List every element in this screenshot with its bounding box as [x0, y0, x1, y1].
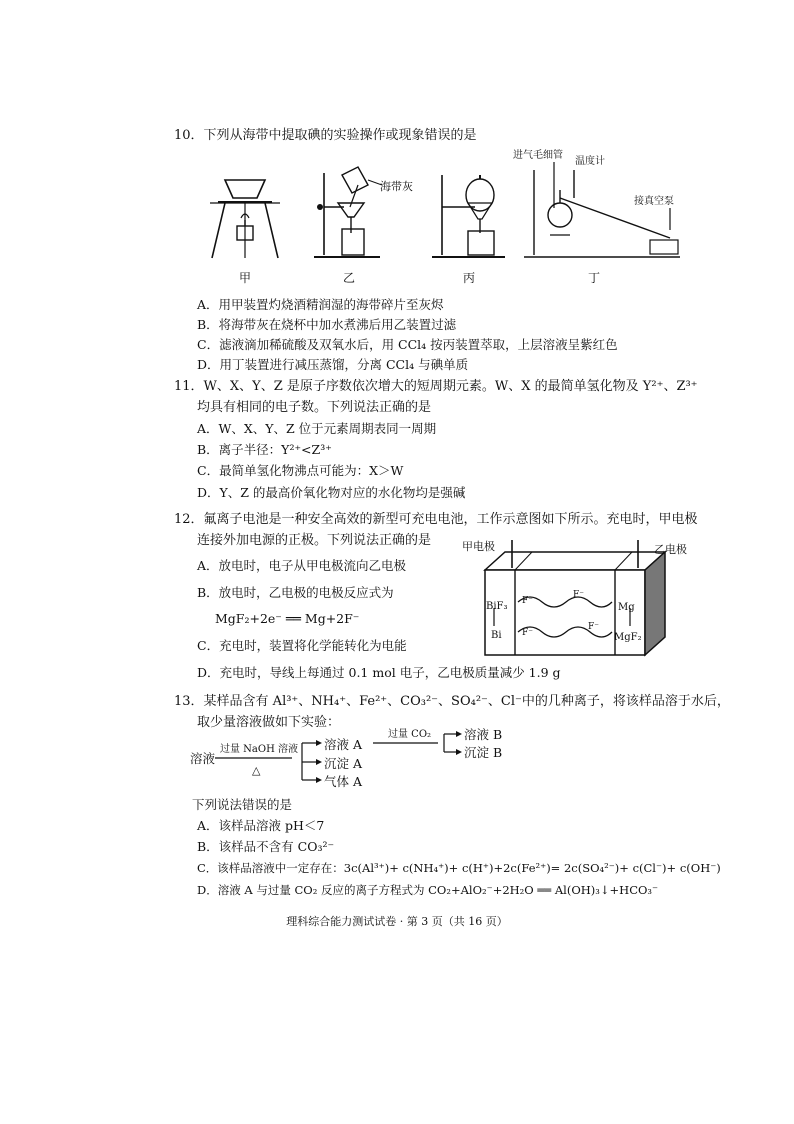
right-electrode-label: 乙电极 [654, 543, 687, 556]
q10-option-a: A．用甲装置灼烧酒精润湿的海带碎片至灰烬 [197, 297, 444, 312]
left-top-species: BiF₃ [486, 601, 508, 612]
q12-option-d: D．充电时，导线上每通过 0.1 mol 电子，乙电极质量减少 1.9 g [197, 665, 561, 680]
q12-option-b-equation: MgF₂+2e⁻ ══ Mg+2F⁻ [215, 611, 360, 626]
apparatus-bing-diagram [430, 165, 510, 265]
flow-product-a-solution: 溶液 A [324, 737, 363, 752]
flow-product-b-solution: 溶液 B [464, 727, 503, 742]
left-electrode-label: 甲电极 [462, 540, 495, 553]
q13-option-a: A．该样品溶液 pH＜7 [197, 818, 325, 833]
right-bottom-species: MgF₂ [614, 632, 642, 643]
apparatus-label-yi: 乙 [343, 271, 356, 285]
q10-option-d: D．用丁装置进行减压蒸馏，分离 CCl₄ 与碘单质 [197, 357, 469, 372]
q11-stem-line1: 11．W、X、Y、Z 是原子序数依次增大的短周期元素。W、X 的最简单氢化物及 Y²⁺、Z³⁺ [174, 379, 698, 394]
q13-prompt: 下列说法错误的是 [192, 797, 293, 812]
thermometer-label: 温度计 [575, 156, 605, 167]
q13-option-b: B．该样品不含有 CO₃²⁻ [197, 839, 335, 854]
q11-option-a: A．W、X、Y、Z 位于元素周期表同一周期 [197, 421, 437, 436]
apparatus-label-bing: 丙 [463, 271, 476, 285]
q10-stem: 10．下列从海带中提取碘的实验操作或现象错误的是 [174, 128, 477, 143]
apparatus-jia-diagram [200, 170, 290, 265]
q12-option-c: C．充电时，装置将化学能转化为电能 [197, 638, 407, 653]
apparatus-ding-diagram [520, 160, 690, 265]
q10-option-b: B．将海带灰在烧杯中加水煮沸后用乙装置过滤 [197, 317, 457, 332]
capillary-label: 进气毛细管 [513, 150, 563, 161]
q11-option-d: D．Y、Z 的最高价氧化物对应的水化物均是强碱 [197, 485, 466, 500]
q12-option-b: B．放电时，乙电极的电极反应式为 [197, 585, 394, 600]
q13-stem-line1: 13．某样品含有 Al³⁺、NH₄⁺、Fe²⁺、CO₃²⁻、SO₄²⁻、Cl⁻中的几种离子，将该样品溶于水后， [174, 694, 730, 709]
q11-stem-line2: 均具有相同的电子数。下列说法正确的是 [197, 400, 432, 415]
apparatus-label-jia: 甲 [239, 271, 252, 285]
right-top-species: Mg [618, 602, 635, 613]
flow-product-a-gas: 气体 A [324, 774, 363, 789]
fluoride-ion-label: F⁻ [573, 590, 584, 600]
vacuum-pump-label: 接真空泵 [634, 196, 674, 207]
seaweed-ash-label: 海带灰 [380, 180, 413, 193]
q11-option-b: B．离子半径：Y²⁺<Z³⁺ [197, 442, 332, 457]
q13-option-c: C．该样品溶液中一定存在：3c(Al³⁺)+ c(NH₄⁺)+ c(H⁺)+2c(Fe²⁺)= 2c(SO₄²⁻)+ c(Cl⁻)+ c(OH⁻) [197, 861, 721, 875]
q12-option-a: A．放电时，电子从甲电极流向乙电极 [197, 558, 407, 573]
q11-option-c: C．最简单氢化物沸点可能为：X＞W [197, 463, 404, 478]
fluoride-ion-label: F⁻ [522, 628, 533, 638]
apparatus-label-ding: 丁 [588, 271, 601, 285]
flow-reagent1: 过量 NaOH 溶液 [220, 744, 298, 755]
q13-stem-line2: 取少量溶液做如下实验： [197, 715, 341, 730]
fluoride-ion-label: F⁻ [522, 596, 533, 606]
q10-option-c: C．滤液滴加稀硫酸及双氧水后，用 CCl₄ 按丙装置萃取，上层溶液呈紫红色 [197, 337, 618, 352]
flow-condition1: △ [252, 764, 261, 777]
flow-reagent2: 过量 CO₂ [388, 729, 432, 740]
fluoride-ion-label: F⁻ [588, 622, 599, 632]
flow-product-b-precipitate: 沉淀 B [464, 745, 503, 760]
q13-option-d: D．溶液 A 与过量 CO₂ 反应的离子方程式为 CO₂+AlO₂⁻+2H₂O ══ Al(OH)₃↓+HCO₃⁻ [197, 883, 659, 897]
flow-start: 溶液 [190, 751, 216, 766]
q12-stem-line2: 连接外加电源的正极。下列说法正确的是 [197, 533, 432, 548]
left-bottom-species: Bi [491, 630, 502, 641]
flow-product-a-precipitate: 沉淀 A [324, 756, 363, 771]
q12-stem-line1: 12．氟离子电池是一种安全高效的新型可充电电池，工作示意图如下所示。充电时，甲电极 [174, 512, 698, 527]
page-footer: 理科综合能力测试试卷 · 第 3 页（共 16 页） [286, 915, 508, 928]
